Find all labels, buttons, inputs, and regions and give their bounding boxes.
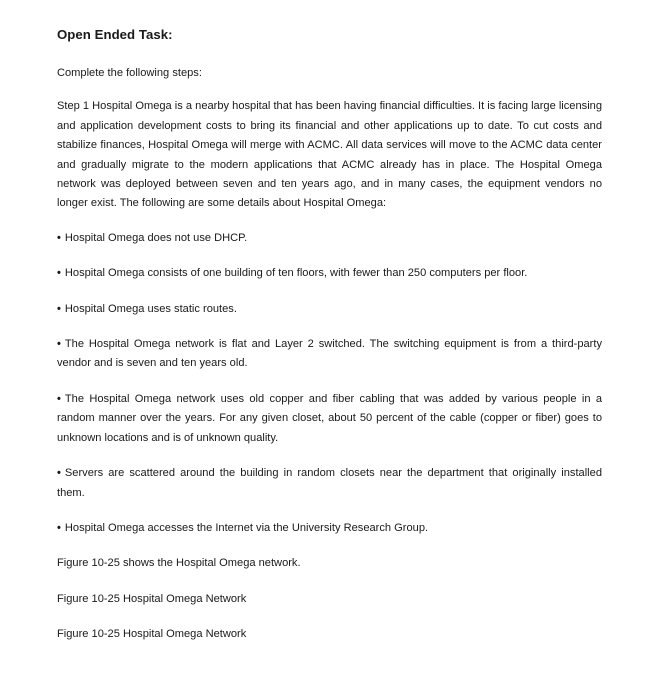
figure-caption: Figure 10-25 Hospital Omega Network: [57, 628, 247, 641]
bullet-text: Hospital Omega accesses the Internet via the University Research Group.: [64, 521, 429, 534]
bullet-item: [57, 264, 602, 283]
bullet-dot: •: [57, 467, 61, 480]
bullet-text: Hospital Omega consists of one building of ten floors, with fewer than 250 computers per floor.: [64, 267, 528, 280]
bullet-item: [57, 229, 602, 248]
bullet-item: [57, 519, 602, 538]
bullet-text: Hospital Omega does not use DHCP.: [64, 231, 248, 244]
figure-caption: Figure 10-25 Hospital Omega Network: [57, 592, 247, 605]
bullet-item: [57, 300, 602, 319]
bullet-item: [57, 464, 602, 503]
bullet-text: Hospital Omega uses static routes.: [64, 302, 237, 315]
bullet-dot: •: [57, 231, 61, 244]
bullet-item: [57, 335, 602, 374]
bullet-item: [57, 390, 602, 448]
bullet-dot: •: [57, 338, 61, 351]
bullet-text: The Hospital Omega network is flat and Layer 2 switched. The switching equipment is from a third-party vendor and is seven and ten years old.: [57, 338, 602, 370]
bullet-dot: •: [57, 267, 61, 280]
page-title: Open Ended Task:: [57, 27, 173, 42]
bullet-dot: •: [57, 392, 61, 405]
step-1-paragraph: Step 1 Hospital Omega is a nearby hospital that has been having financial difficulties. It is facing large licensing and application development costs to bring its financial and other applications up to date. To cut costs and stabilize finances, Hospital Omega will merge with ACMC. All data services will move to the ACMC data center and gradually migrate to the modern applications that ACMC already has in place. The Hospital Omega network was deployed between seven and ten years ago, and in many cases, the equipment vendors no longer exist. The following are some details about Hospital Omega:: [57, 100, 602, 210]
bullet-dot: •: [57, 521, 61, 534]
intro-text: Complete the following steps:: [57, 67, 202, 79]
figure-reference: Figure 10-25 shows the Hospital Omega network.: [57, 557, 301, 570]
bullet-text: The Hospital Omega network uses old copper and fiber cabling that was added by various people in a random manner over the years. For any given closet, about 50 percent of the cable (copper or fiber) goes to unknown locations and is of unknown quality.: [57, 392, 602, 444]
bullet-dot: •: [57, 302, 61, 315]
document-body: [57, 26, 602, 645]
bullet-text: Servers are scattered around the building in random closets near the department that originally installed them.: [57, 467, 602, 499]
